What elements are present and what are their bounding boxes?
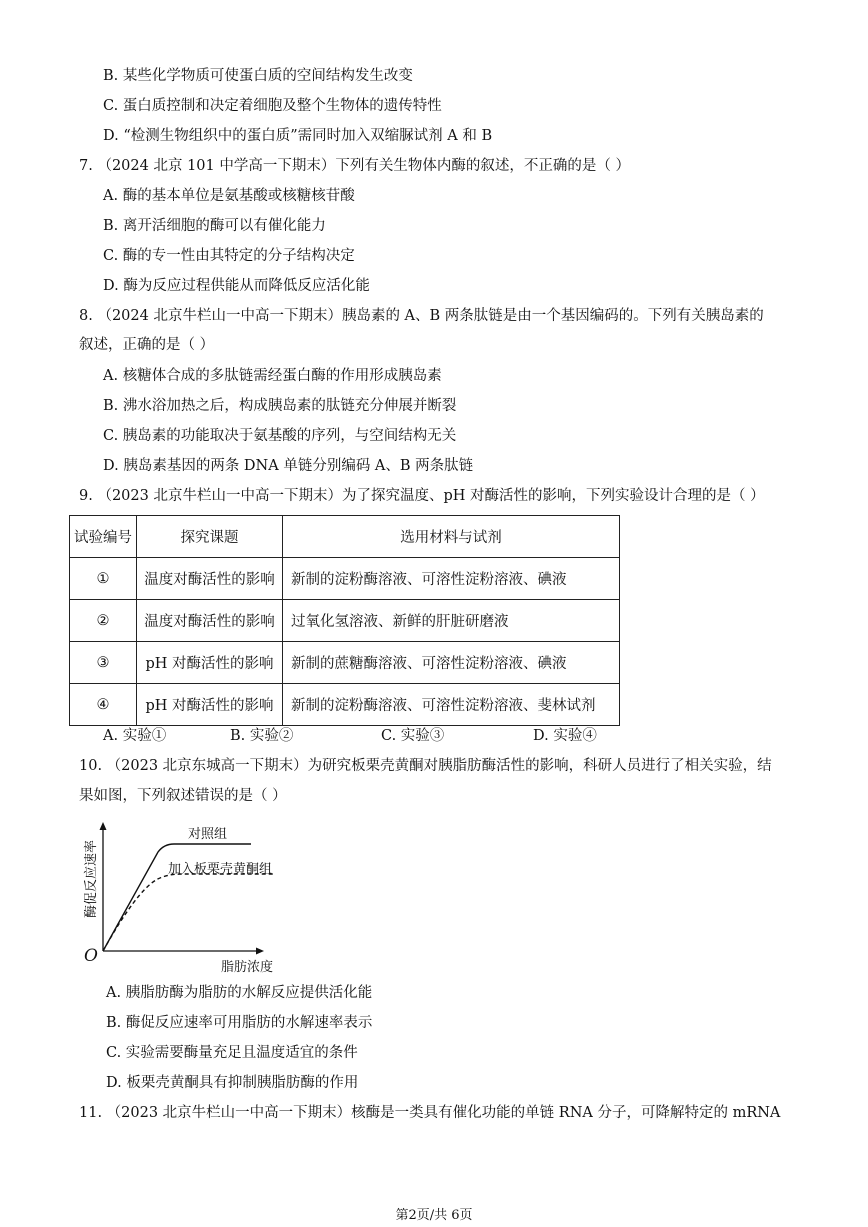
q6-option-b: B. 某些化学物质可使蛋白质的空间结构发生改变 (103, 68, 413, 84)
table-header-row (70, 516, 620, 558)
table-cell: 过氧化氢溶液、新鲜的肝脏研磨液 (283, 600, 620, 642)
table-cell: pH 对酶活性的影响 (137, 642, 283, 684)
q9-option-a: A. 实验① (103, 728, 167, 744)
treatment-label: 加入板栗壳黄酮组 (168, 862, 273, 877)
q10-stem-line2: 果如图，下列叙述错误的是（ ） (79, 788, 287, 804)
table-header-cell: 试验编号 (70, 516, 137, 558)
q6-option-d: D. “检测生物组织中的蛋白质”需同时加入双缩脲试剂 A 和 B (103, 128, 493, 144)
x-axis-arrow-icon (256, 948, 264, 955)
q9-option-b: B. 实验② (230, 728, 294, 744)
q8-option-a: A. 核糖体合成的多肽链需经蛋白酶的作用形成胰岛素 (103, 368, 442, 384)
table-row (70, 684, 620, 726)
table-cell: ④ (70, 684, 137, 726)
table-row (70, 642, 620, 684)
q9-option-c: C. 实验③ (381, 728, 445, 744)
y-axis-label: 酶促反应速率 (84, 839, 99, 918)
q7-option-a: A. 酶的基本单位是氨基酸或核糖核苷酸 (103, 188, 355, 204)
q8-option-b: B. 沸水浴加热之后，构成胰岛素的肽链充分伸展并断裂 (103, 398, 457, 414)
treatment-curve (103, 874, 274, 951)
table-header-cell: 探究课题 (137, 516, 283, 558)
q10-option-d: D. 板栗壳黄酮具有抑制胰脂肪酶的作用 (106, 1075, 359, 1091)
q11-stem: 11. （2023 北京牛栏山一中高一下期末）核酶是一类具有催化功能的单链 RNA 分子，可降解特定的 mRNA (79, 1105, 781, 1121)
q7-stem: 7. （2024 北京 101 中学高一下期末）下列有关生物体内酶的叙述，不正确的是（ ） (79, 158, 630, 174)
q8-stem-line2: 叙述，正确的是（ ） (79, 337, 215, 353)
y-axis-arrow-icon (100, 822, 107, 830)
table-cell: 温度对酶活性的影响 (137, 558, 283, 600)
q10-option-b: B. 酶促反应速率可用脂肪的水解速率表示 (106, 1015, 373, 1031)
table-cell: 新制的蔗糖酶溶液、可溶性淀粉溶液、碘液 (283, 642, 620, 684)
q9-stem: 9. （2023 北京牛栏山一中高一下期末）为了探究温度、pH 对酶活性的影响，下列实验设计合理的是（ ） (79, 488, 765, 504)
origin-label: O (84, 946, 98, 966)
q9-option-d: D. 实验④ (533, 728, 597, 744)
q8-option-c: C. 胰岛素的功能取决于氨基酸的序列，与空间结构无关 (103, 428, 457, 444)
q7-option-b: B. 离开活细胞的酶可以有催化能力 (103, 218, 326, 234)
control-curve (103, 844, 251, 951)
table-cell: ① (70, 558, 137, 600)
q10-option-a: A. 胰脂肪酶为脂肪的水解反应提供活化能 (106, 985, 373, 1001)
table-row (70, 600, 620, 642)
x-axis-label: 脂肪浓度 (221, 960, 274, 975)
q6-option-c: C. 蛋白质控制和决定着细胞及整个生物体的遗传特性 (103, 98, 442, 114)
control-label: 对照组 (188, 827, 228, 842)
table-cell: ② (70, 600, 137, 642)
table-cell: 新制的淀粉酶溶液、可溶性淀粉溶液、斐林试剂 (283, 684, 620, 726)
q8-stem-line1: 8. （2024 北京牛栏山一中高一下期末）胰岛素的 A、B 两条肽链是由一个基因编码的。下列有关胰岛素的 (79, 308, 764, 324)
table-cell: 新制的淀粉酶溶液、可溶性淀粉溶液、碘液 (283, 558, 620, 600)
enzyme-rate-graph (78, 820, 298, 980)
q10-option-c: C. 实验需要酶量充足且温度适宜的条件 (106, 1045, 358, 1061)
q8-option-d: D. 胰岛素基因的两条 DNA 单链分别编码 A、B 两条肽链 (103, 458, 474, 474)
table-cell: pH 对酶活性的影响 (137, 684, 283, 726)
q7-option-d: D. 酶为反应过程供能从而降低反应活化能 (103, 278, 370, 294)
table-cell: ③ (70, 642, 137, 684)
q7-option-c: C. 酶的专一性由其特定的分子结构决定 (103, 248, 355, 264)
page-number: 第2页/共 6页 (395, 1208, 473, 1223)
table-row (70, 558, 620, 600)
table-cell: 温度对酶活性的影响 (137, 600, 283, 642)
q10-stem-line1: 10. （2023 北京东城高一下期末）为研究板栗壳黄酮对胰脂肪酶活性的影响，科研人员进行了相关实验，结 (79, 758, 772, 774)
experiment-table (69, 515, 620, 726)
table-header-cell: 选用材料与试剂 (283, 516, 620, 558)
